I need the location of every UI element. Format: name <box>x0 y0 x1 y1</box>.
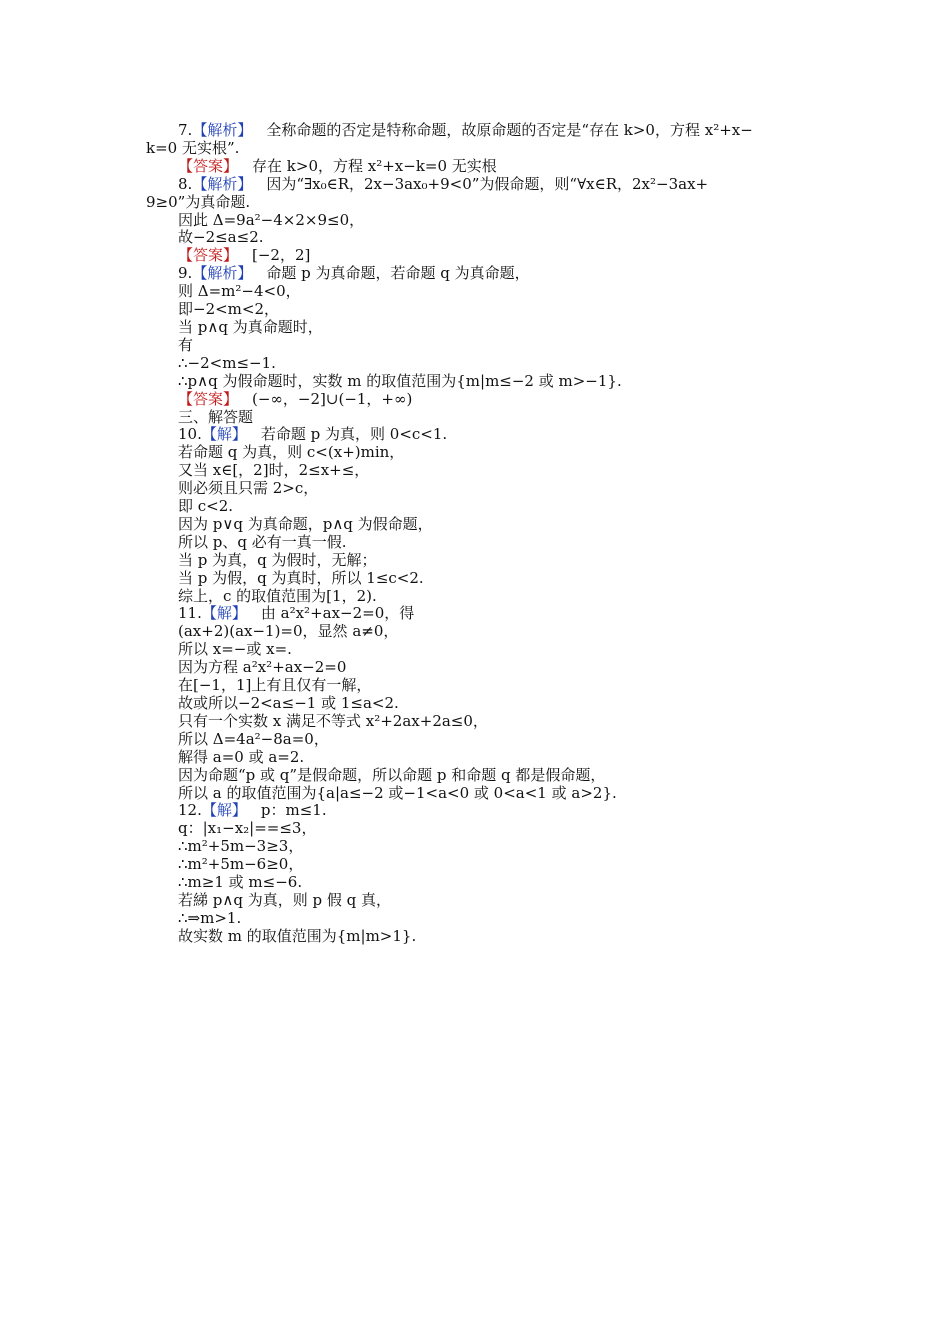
text-line <box>178 785 818 803</box>
item-number: 7. <box>178 121 193 139</box>
analysis-tag: 【解】 <box>201 801 247 820</box>
text-line <box>178 373 818 391</box>
text-line <box>178 731 818 749</box>
text-line <box>178 928 818 946</box>
line-text: 所以 x=−或 x=. <box>178 640 292 659</box>
line-text: 由 a²x²+ax−2=0，得 <box>260 604 415 623</box>
text-line <box>178 820 818 838</box>
text-line <box>178 355 818 373</box>
line-text: 命题 p 为真命题，若命题 q 为真命题， <box>266 264 530 283</box>
line-text: 当 p 为假，q 为真时，所以 1≤c<2. <box>178 568 424 587</box>
line-text: 若命题 p 为真，则 0<c<1. <box>260 425 448 444</box>
text-line <box>178 570 818 588</box>
text-line <box>178 695 818 713</box>
text-line <box>178 659 818 677</box>
text-line <box>178 856 818 874</box>
line-text: 即 c<2. <box>178 497 234 516</box>
solution-text-block <box>146 121 818 946</box>
line-text: (−∞，−2]∪(−1，+∞) <box>252 389 413 408</box>
text-line <box>178 409 818 427</box>
analysis-tag: 【解】 <box>201 604 247 623</box>
line-text: 因为 p∨q 为真命题，p∧q 为假命题， <box>178 514 433 533</box>
line-text: (ax+2)(ax−1)=0，显然 a≠0， <box>178 622 399 641</box>
line-text: 三、解答题 <box>178 407 254 426</box>
text-line <box>178 229 818 247</box>
item-number: 12. <box>178 801 202 820</box>
item-number: 9. <box>178 264 193 283</box>
text-line <box>178 588 818 606</box>
line-text: 若命题 q 为真，则 c<(x+)min， <box>178 443 405 462</box>
text-line <box>146 194 818 212</box>
item-number: 8. <box>178 174 193 193</box>
text-line <box>178 391 818 409</box>
text-line <box>178 337 818 355</box>
line-text: ∴⇒m>1. <box>178 908 242 927</box>
text-line <box>178 802 818 820</box>
text-line <box>178 767 818 785</box>
line-text: 综上，c 的取值范围为[1，2). <box>178 586 377 605</box>
analysis-tag: 【解析】 <box>192 121 253 139</box>
text-line <box>178 319 818 337</box>
text-line <box>178 283 818 301</box>
text-line <box>178 892 818 910</box>
text-line <box>178 265 818 283</box>
text-line <box>178 301 818 319</box>
analysis-tag: 【解析】 <box>192 264 253 283</box>
text-line <box>178 641 818 659</box>
text-line <box>178 426 818 444</box>
item-number: 10. <box>178 425 202 444</box>
answer-tag: 【答案】 <box>178 156 239 175</box>
item-number: 11. <box>178 604 202 623</box>
line-text: 当 p∧q 为真命题时， <box>178 317 323 336</box>
text-line <box>178 534 818 552</box>
line-text: ∴m≥1 或 m≤−6. <box>178 873 303 892</box>
line-text: ∴m²+5m−6≥0， <box>178 855 304 874</box>
line-text: 所以 Δ=4a²−8a=0， <box>178 729 329 748</box>
line-text: 则必须且只需 2>c， <box>178 479 319 498</box>
text-line <box>146 140 818 158</box>
text-line <box>178 874 818 892</box>
text-line <box>178 176 818 194</box>
text-line <box>178 838 818 856</box>
line-text: 有 <box>178 335 194 354</box>
text-line <box>178 158 818 176</box>
text-line <box>178 677 818 695</box>
line-text: 存在 k>0，方程 x²+x−k=0 无实根 <box>252 156 497 175</box>
line-text: 因为方程 a²x²+ax−2=0 <box>178 658 347 677</box>
line-text: 所以 p、q 必有一真一假. <box>178 532 347 551</box>
line-text: ∴p∧q 为假命题时，实数 m 的取值范围为{m|m≤−2 或 m>−1}. <box>178 371 622 390</box>
text-line <box>178 122 818 140</box>
line-text: 只有一个实数 x 满足不等式 x²+2ax+2a≤0， <box>178 711 488 730</box>
text-line <box>178 480 818 498</box>
line-text: 故或所以−2<a≤−1 或 1≤a<2. <box>178 694 399 712</box>
text-line <box>178 498 818 516</box>
line-text: 因为“∃x₀∈R，2x−3ax₀+9<0”为假命题，则“∀x∈R，2x²−3ax+ <box>266 174 709 193</box>
line-text: ∴m²+5m−3≥3， <box>178 837 304 856</box>
line-text: 故−2≤a≤2. <box>178 228 264 247</box>
line-text: ∴−2<m≤−1. <box>178 353 276 372</box>
text-line <box>178 749 818 767</box>
text-line <box>178 516 818 534</box>
text-line <box>178 623 818 641</box>
line-text: 当 p 为真，q 为假时，无解； <box>178 550 377 569</box>
line-text: 所以 a 的取值范围为{a|a≤−2 或−1<a<0 或 0<a<1 或 a>2}. <box>178 783 617 802</box>
text-line <box>178 462 818 480</box>
line-text: 即−2<m<2， <box>178 300 280 319</box>
line-text: 全称命题的否定是特称命题，故原命题的否定是“存在 k>0，方程 x²+x− <box>266 121 753 139</box>
answer-tag: 【答案】 <box>178 389 239 408</box>
line-text: 9≥0”为真命题. <box>146 192 251 211</box>
line-text: 又当 x∈[，2]时，2≤x+≤， <box>178 461 370 480</box>
line-text: k=0 无实根”. <box>146 138 240 157</box>
text-line <box>178 713 818 731</box>
text-line <box>178 444 818 462</box>
text-line <box>178 552 818 570</box>
analysis-tag: 【解】 <box>201 425 247 444</box>
line-text: 因为命题“p 或 q”是假命题，所以命题 p 和命题 q 都是假命题， <box>178 765 606 784</box>
answer-tag: 【答案】 <box>178 246 239 265</box>
line-text: 若綈 p∧q 为真，则 p 假 q 真， <box>178 890 391 909</box>
line-text: p：m≤1. <box>260 801 327 820</box>
line-text: [−2，2] <box>252 246 311 265</box>
text-line <box>178 247 818 265</box>
line-text: 解得 a=0 或 a=2. <box>178 747 305 766</box>
line-text: 因此 Δ=9a²−4×2×9≤0， <box>178 210 365 229</box>
line-text: q：|x₁−x₂|==≤3， <box>178 819 317 838</box>
line-text: 则 Δ=m²−4<0， <box>178 282 301 301</box>
text-line <box>178 212 818 230</box>
analysis-tag: 【解析】 <box>192 174 253 193</box>
text-line <box>178 910 818 928</box>
text-line <box>178 605 818 623</box>
line-text: 在[−1，1]上有且仅有一解， <box>178 676 372 695</box>
line-text: 故实数 m 的取值范围为{m|m>1}. <box>178 926 417 945</box>
